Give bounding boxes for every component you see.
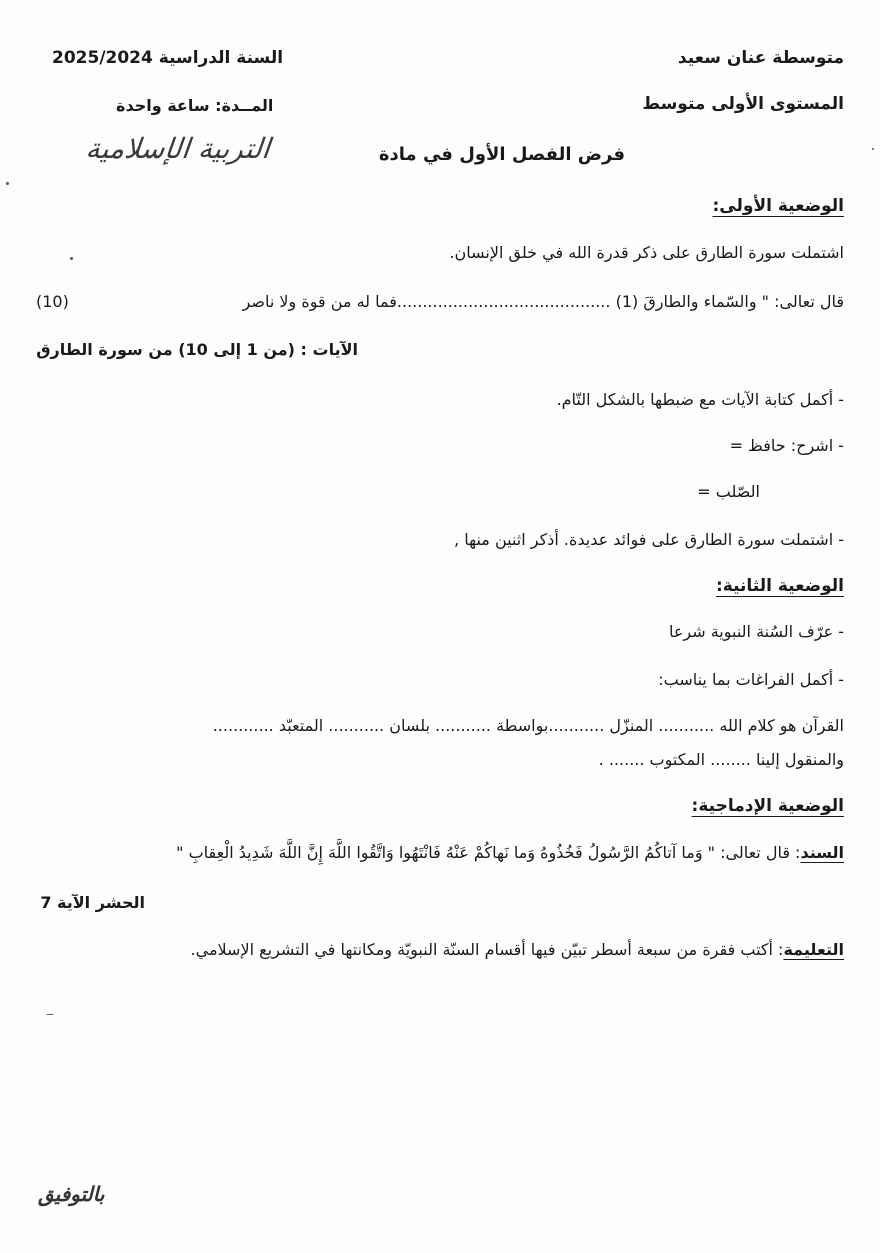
verse-end-number: (10): [36, 292, 69, 311]
scan-speck: [70, 257, 73, 260]
task-line: [191, 940, 844, 959]
verse-source: الحشر الآية 7: [40, 893, 145, 912]
section-3-title: الوضعية الإدماجية:: [691, 796, 844, 816]
good-luck-signoff: بالتوفيق: [38, 1182, 105, 1206]
school-year-value: 2025/2024: [52, 48, 153, 68]
scan-speck: [6, 182, 9, 185]
verses-reference: الآيات : (من 1 إلى 10) من سورة الطارق: [36, 340, 358, 359]
grade-level: المستوى الأولى متوسط: [642, 94, 844, 114]
question-define-sunnah: - عرّف السُنة النبوية شرعا: [668, 622, 844, 641]
question-explain-hafiz: - اشرح: حافظ =: [729, 436, 844, 455]
verse-line: [36, 292, 844, 311]
scan-speck: [46, 1014, 54, 1015]
question-fill-blanks: - أكمل الفراغات بما يناسب:: [658, 670, 844, 689]
sanad-label: السند: [800, 843, 844, 862]
task-text: : أكتب فقرة من سبعة أسطر تبيّن فيها أقسام السنّة النبويّة ومكانتها في التشريع الإسلامي.: [190, 940, 784, 959]
exam-duration: المــدة: ساعة واحدة: [116, 96, 274, 115]
school-year-label: السنة الدراسية: [158, 48, 284, 68]
scan-speck: [872, 148, 874, 150]
section-2-title: الوضعية الثانية:: [715, 576, 844, 596]
verse-start: قال تعالى: " والسّماء والطارقَ (1) ..........................................فما له من قوة ولا ناصر: [242, 292, 844, 311]
fill-blank-line-1: القرآن هو كلام الله ........... المنزّل ...........بواسطة ........... بلسان ........... المتعبّد ............: [212, 716, 844, 735]
section-1-title: الوضعية الأولى:: [712, 196, 844, 216]
task-label: التعليمة: [783, 940, 844, 959]
section-1-intro: اشتملت سورة الطارق على ذكر قدرة الله في خلق الإنسان.: [449, 243, 844, 262]
exam-title: فرض الفصل الأول في مادة: [378, 144, 625, 165]
sanad-text: : قال تعالى: " وَما آتاكُمُ الرَّسُولُ فَخُذُوهُ وَما نَهاكُمْ عَنْهُ فَانْتَهُوا وَاتَّقُوا اللَّهَ إِنَّ اللَّهَ شَدِيدُ الْعِقابِ ": [176, 843, 801, 862]
question-benefits: - اشتملت سورة الطارق على فوائد عديدة. أذكر اثنين منها ,: [454, 530, 844, 549]
school-year: [52, 48, 283, 68]
question-explain-sulb: الصّلب =: [697, 482, 760, 501]
school-name: متوسطة عنان سعيد: [677, 48, 844, 68]
question-complete-verses: - أكمل كتابة الآيات مع ضبطها بالشكل التّام.: [556, 390, 844, 409]
sanad-line: [176, 843, 844, 862]
fill-blank-line-2: والمنقول إلينا ........ المكتوب ....... .: [598, 750, 844, 769]
subject-handwritten: التربية الإسلامية: [84, 132, 272, 165]
